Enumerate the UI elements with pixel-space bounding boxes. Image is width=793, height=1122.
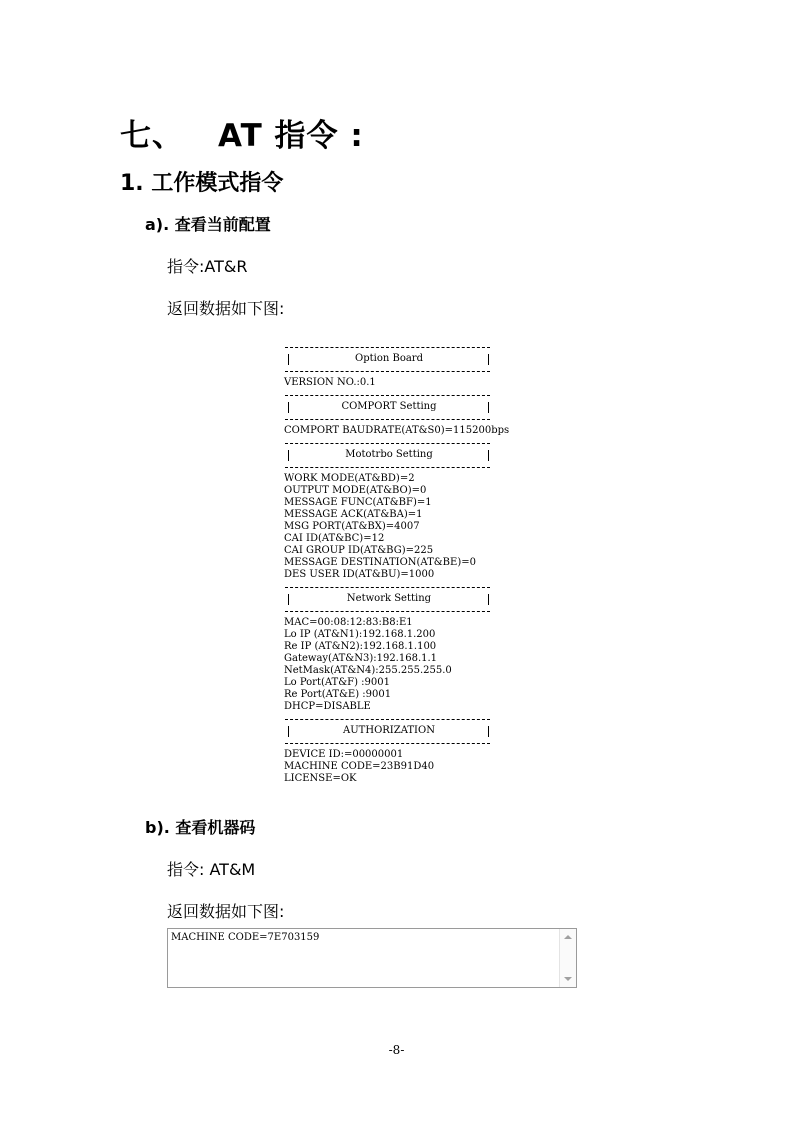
console-line: CAI ID(AT&BC)=12 [284,533,385,544]
subsection-a-return-label: 返回数据如下图: [167,299,285,318]
scroll-down-arrow-icon[interactable] [564,977,572,981]
console-divider [284,341,494,353]
console-line: DES USER ID(AT&BU)=1000 [284,569,435,580]
console-divider [284,437,494,449]
console-line: OUTPUT MODE(AT&BO)=0 [284,485,427,496]
page-number: -8- [388,1043,405,1057]
console-line: MESSAGE ACK(AT&BA)=1 [284,509,423,520]
console-line: NetMask(AT&N4):255.255.255.0 [284,665,452,676]
console-line: MSG PORT(AT&BX)=4007 [284,521,420,532]
console-line: Lo Port(AT&F) :9001 [284,677,390,688]
console-line: Lo IP (AT&N1):192.168.1.200 [284,629,436,640]
console-line: MESSAGE DESTINATION(AT&BE)=0 [284,557,476,568]
console-line: Re Port(AT&E) :9001 [284,689,392,700]
console-line: Gateway(AT&N3):192.168.1.1 [284,653,438,664]
console-header-network: Network Setting [284,593,494,605]
console-line: LICENSE=OK [284,773,357,784]
console-line: CAI GROUP ID(AT&BG)=225 [284,545,434,556]
console-line: WORK MODE(AT&BD)=2 [284,473,415,484]
console-divider [284,389,494,401]
console-line: MACHINE CODE=23B91D40 [284,761,435,772]
heading-chapter-number: 七、 [120,118,184,154]
console-comport-baudrate: COMPORT BAUDRATE(AT&S0)=115200bps [284,425,510,436]
console-version: VERSION NO.:0.1 [284,377,376,388]
subsection-a-command: 指令:AT&R [167,257,248,276]
heading-chapter-title: AT 指令 : [218,118,364,154]
machine-code-text: MACHINE CODE=7E703159 [171,932,320,943]
heading-chapter [120,110,364,155]
console-header-authorization: AUTHORIZATION [284,725,494,737]
console-divider [284,605,494,617]
console-line: DHCP=DISABLE [284,701,371,712]
subsection-b-command: 指令: AT&M [167,860,256,879]
console-line: DEVICE ID:=00000001 [284,749,404,760]
console-divider [284,581,494,593]
console-line: MAC=00:08:12:83:B8:E1 [284,617,413,628]
console-divider [284,737,494,749]
console-divider [284,413,494,425]
console-header-mototrbo: Mototrbo Setting [284,449,494,461]
subsection-b-title: b). 查看机器码 [145,818,256,837]
machine-code-textbox[interactable] [167,928,577,988]
console-line: MESSAGE FUNC(AT&BF)=1 [284,497,432,508]
console-divider [284,365,494,377]
subsection-b-return-label: 返回数据如下图: [167,902,285,921]
textbox-scrollbar[interactable] [559,929,576,987]
console-line: Re IP (AT&N2):192.168.1.100 [284,641,437,652]
heading-section: 1. 工作模式指令 [120,171,284,196]
console-output [284,341,510,785]
subsection-a-title: a). 查看当前配置 [145,215,271,234]
console-header-option-board: Option Board [284,353,494,365]
scroll-up-arrow-icon[interactable] [564,935,572,939]
console-divider [284,461,494,473]
console-header-comport: COMPORT Setting [284,401,494,413]
console-divider [284,713,494,725]
